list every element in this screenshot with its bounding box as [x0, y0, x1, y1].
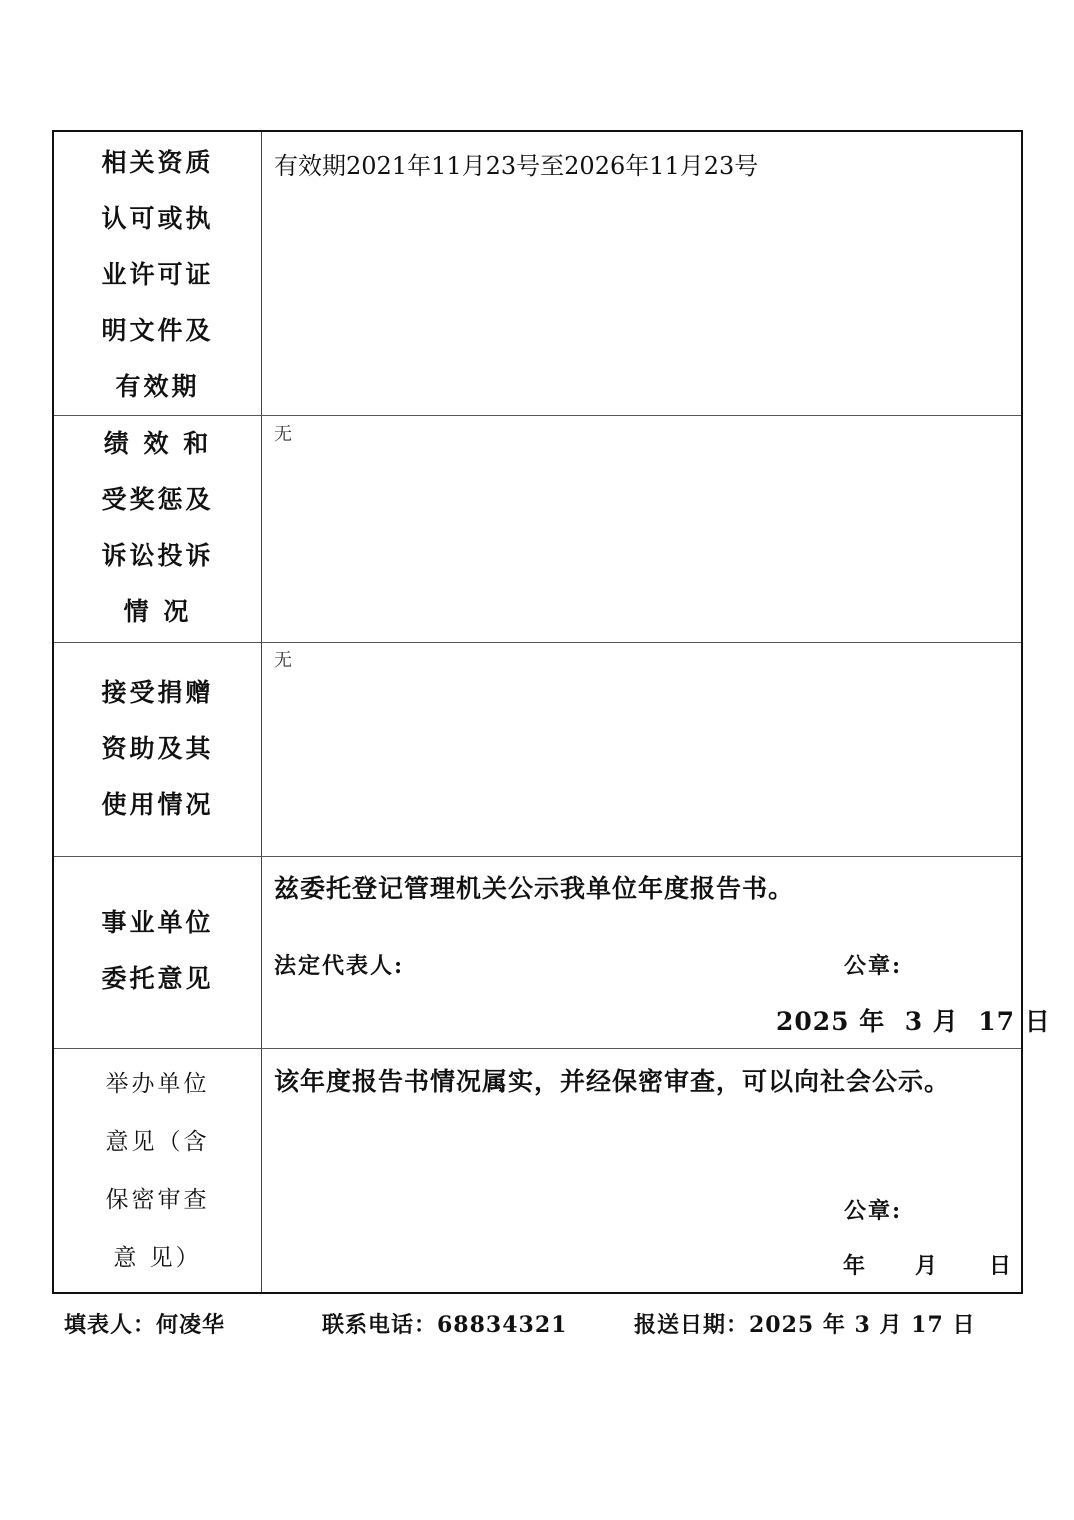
seal-label: 公章:	[844, 953, 903, 979]
label-line: 使用情况	[101, 790, 214, 819]
label-line: 受奖惩及	[101, 485, 214, 514]
label-sponsor-opinion	[54, 1055, 261, 1287]
legal-representative-label: 法定代表人:	[274, 953, 405, 979]
donations-value: 无	[274, 650, 292, 671]
performance-value: 无	[274, 424, 292, 445]
footer-filler: 填表人：何凌华	[64, 1312, 226, 1338]
label-line: 情 况	[123, 597, 192, 626]
label-line: 资助及其	[101, 734, 214, 763]
label-qualification	[54, 135, 261, 415]
label-line: 意见（含	[105, 1129, 210, 1155]
label-line: 意 见）	[113, 1245, 202, 1271]
label-line: 明文件及	[101, 316, 214, 345]
label-line: 绩 效 和	[103, 429, 212, 458]
label-donations	[54, 665, 261, 833]
label-performance	[54, 416, 261, 640]
entrust-statement: 兹委托登记管理机关公示我单位年度报告书。	[274, 874, 795, 903]
footer-date: 报送日期：2025 年 3 月 17 日	[634, 1312, 976, 1338]
label-line: 委托意见	[101, 964, 214, 993]
date-month-label: 月	[915, 1253, 940, 1279]
label-unit-entrust	[54, 895, 261, 1007]
date-year-label: 年	[843, 1253, 868, 1279]
label-line: 接受捐赠	[101, 678, 214, 707]
label-line: 事业单位	[101, 908, 214, 937]
sponsor-statement: 该年度报告书情况属实，并经保密审查，可以向社会公示。	[274, 1067, 951, 1096]
footer-phone: 联系电话：68834321	[322, 1312, 568, 1338]
label-line: 举办单位	[105, 1071, 210, 1097]
label-line: 业许可证	[101, 260, 214, 289]
date-day-label: 日	[989, 1253, 1014, 1279]
row-divider	[54, 642, 1021, 643]
label-line: 相关资质	[101, 148, 214, 177]
label-line: 诉讼投诉	[101, 541, 214, 570]
label-line: 认可或执	[101, 204, 214, 233]
entrust-date: 2025 年 3 月 17 日	[776, 1007, 1051, 1036]
row-divider	[54, 856, 1021, 857]
label-line: 保密审查	[105, 1187, 210, 1213]
report-table	[52, 130, 1051, 1294]
label-line: 有效期	[115, 372, 200, 401]
column-divider	[261, 132, 262, 1292]
row-divider	[54, 1048, 1021, 1049]
seal-label: 公章:	[844, 1198, 903, 1224]
qualification-value: 有效期2021年11月23号至2026年11月23号	[274, 152, 759, 180]
